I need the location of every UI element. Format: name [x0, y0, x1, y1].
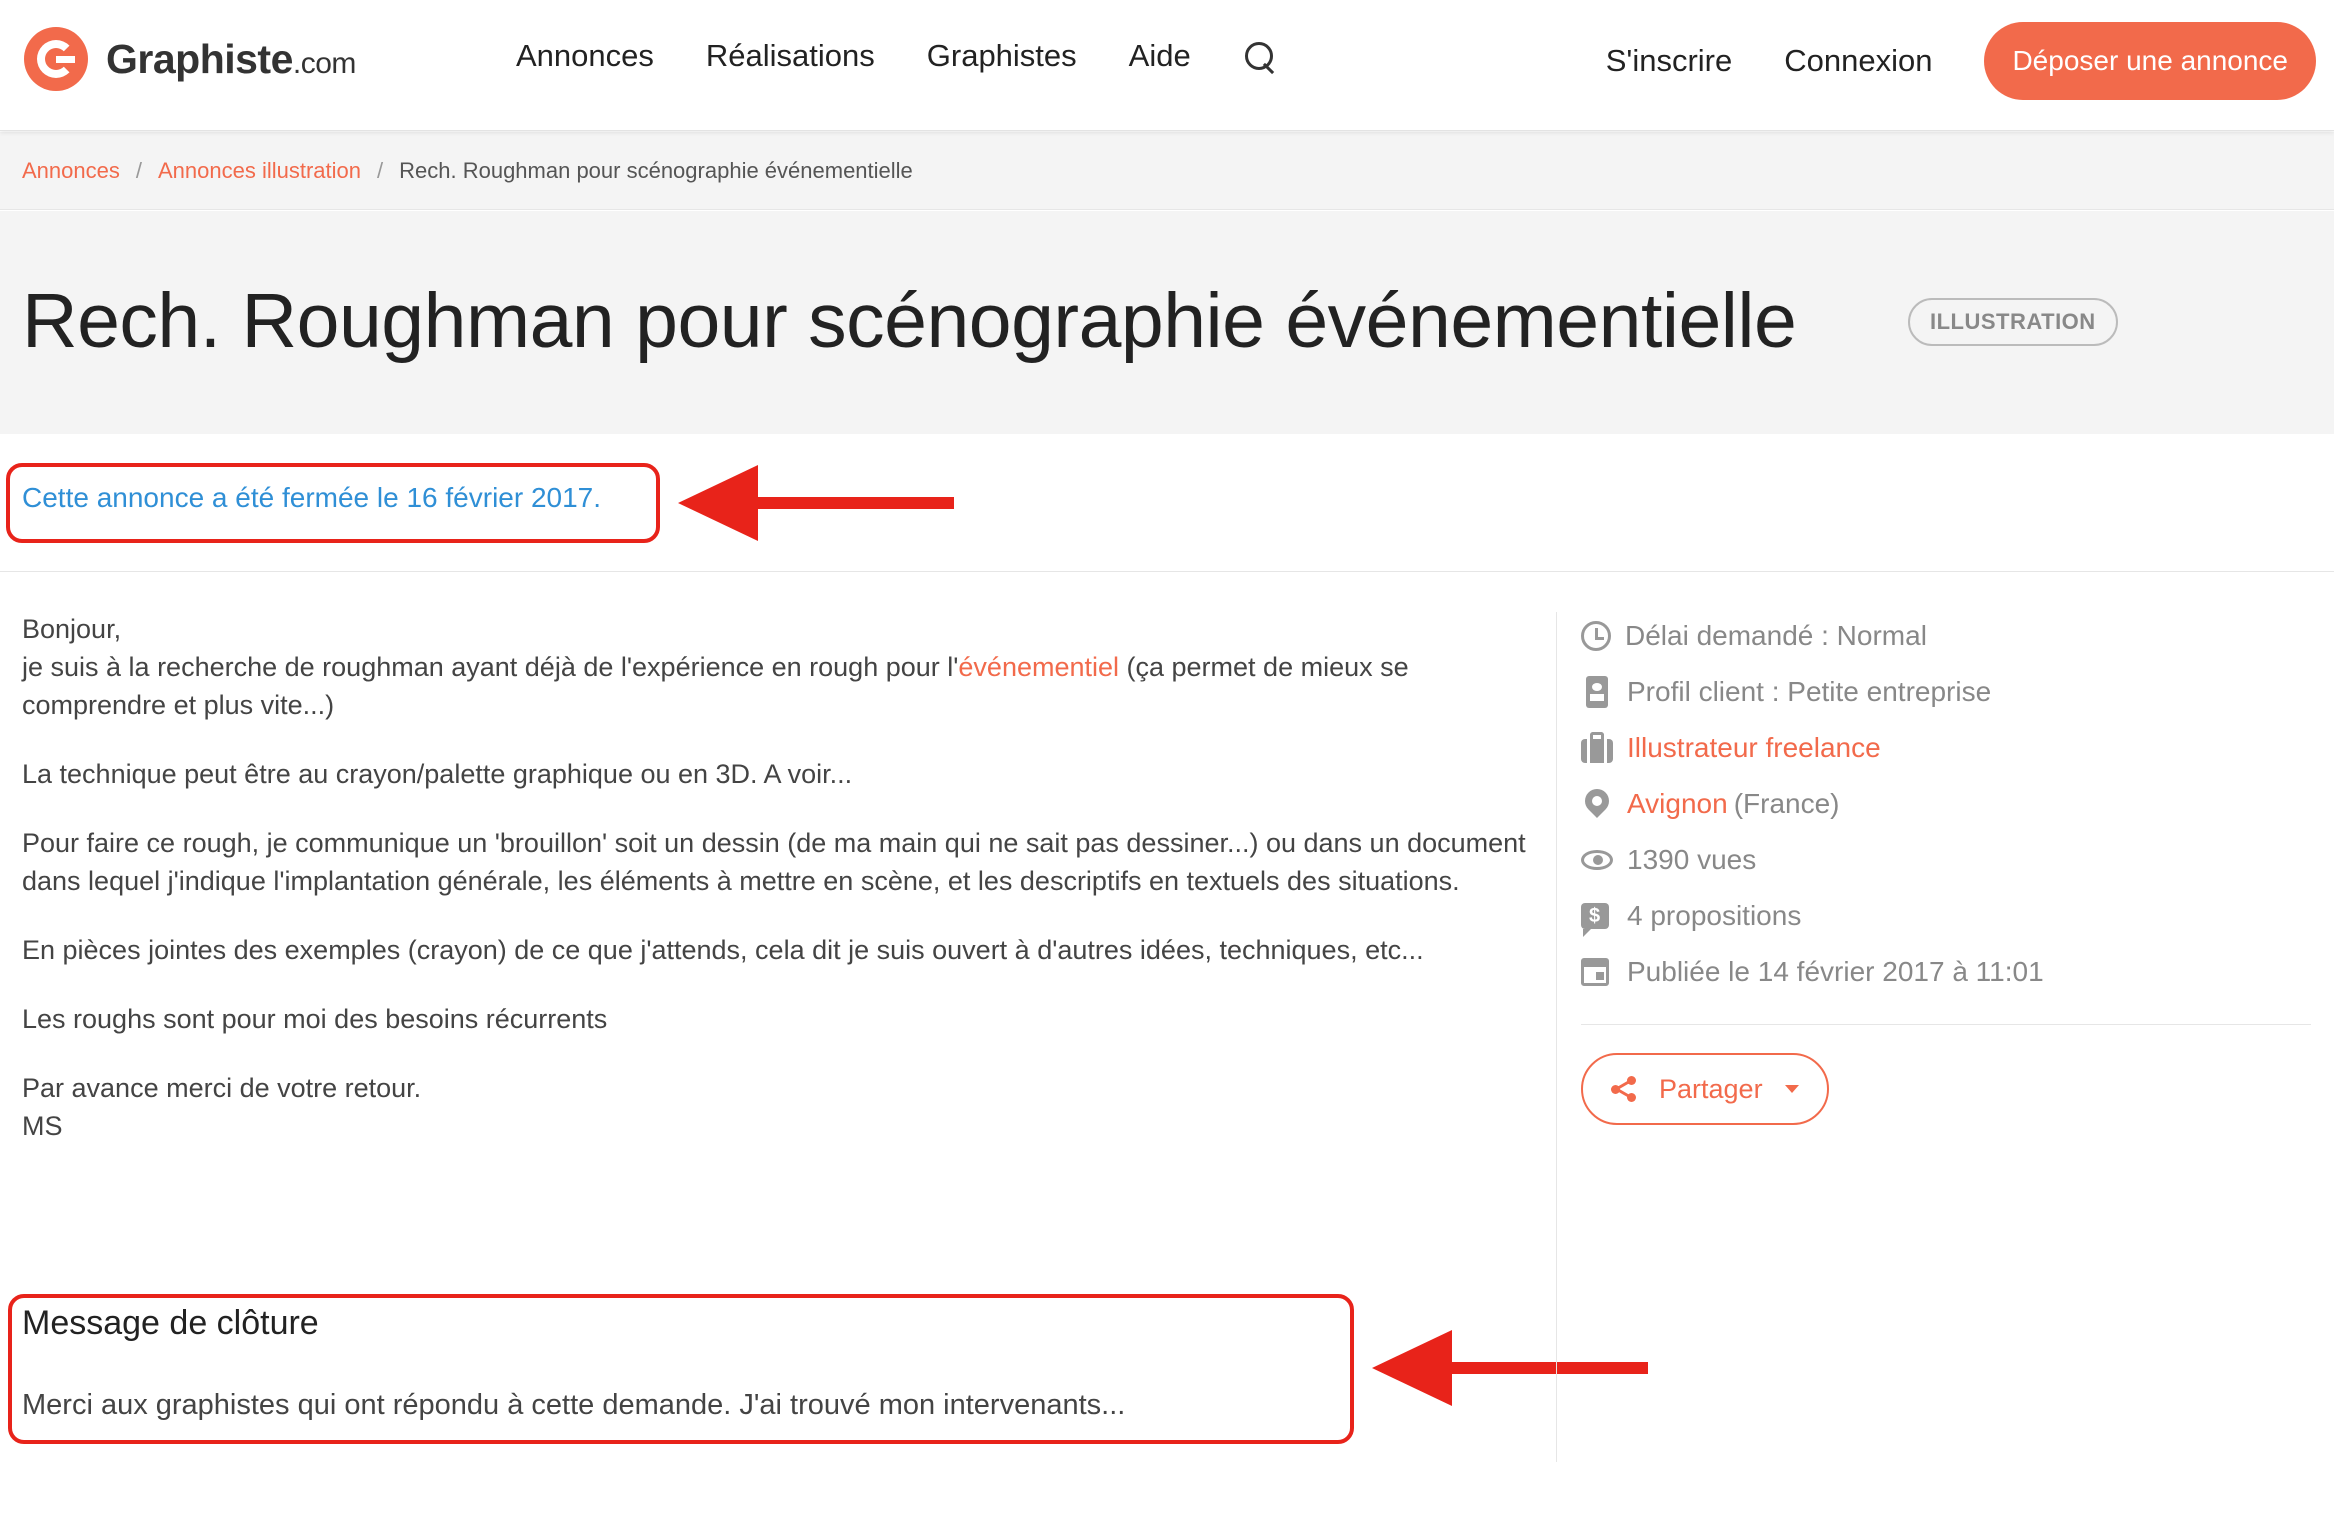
- description-text: je suis à la recherche de roughman ayant déjà de l'expérience en rough pour l': [22, 652, 959, 682]
- category-badge[interactable]: ILLUSTRATION: [1908, 298, 2118, 346]
- evenementiel-link[interactable]: événementiel: [958, 652, 1120, 682]
- meta-views-text: 1390 vues: [1627, 844, 1757, 875]
- meta-published: [1581, 944, 2311, 1000]
- logo-g-icon: [24, 27, 88, 91]
- sidebar-divider-vertical: [1556, 612, 1557, 1462]
- eye-icon: [1581, 850, 1613, 870]
- profession-link[interactable]: Illustrateur freelance: [1627, 732, 1881, 763]
- briefcase-icon: [1581, 739, 1613, 763]
- description-text: (ça permet de mieux se comprendre et plus vite...): [22, 652, 1409, 720]
- meta-proposals-text: 4 propositions: [1627, 900, 1802, 931]
- annotation-box-closed-notice: [6, 463, 660, 543]
- clock-icon: [1581, 621, 1611, 651]
- arrow-head-icon: [1372, 1330, 1452, 1406]
- nav-realisations[interactable]: Réalisations: [705, 38, 875, 73]
- breadcrumb-separator: /: [135, 157, 142, 183]
- caret-down-icon: [1785, 1085, 1799, 1093]
- id-badge-icon: [1586, 676, 1608, 708]
- share-label: Partager: [1659, 1073, 1763, 1104]
- city-link[interactable]: Avignon: [1627, 788, 1728, 819]
- closing-message-text: Merci aux graphistes qui ont répondu à cette demande. J'ai trouvé mon intervenants...: [22, 1389, 1126, 1421]
- annotation-arrow-closed-notice: [678, 465, 954, 541]
- search-icon[interactable]: [1243, 40, 1277, 74]
- description-p4: En pièces jointes des exemples (crayon) de ce que j'attends, cela dit je suis ouvert à d'autres idées, techniques, etc...: [22, 935, 1424, 965]
- closed-notice: Cette annonce a été fermée le 16 février 2017.: [22, 482, 602, 513]
- meta-client-profile: [1581, 664, 2311, 720]
- description-p1: [22, 610, 1542, 724]
- page-title: Rech. Roughman pour scénographie événementielle: [22, 278, 1797, 364]
- nav-graphistes[interactable]: Graphistes: [926, 38, 1077, 73]
- breadcrumb-annonces-illustration[interactable]: Annonces illustration: [157, 157, 361, 183]
- meta-published-text: Publiée le 14 février 2017 à 11:01: [1627, 956, 2044, 987]
- arrow-shaft: [1448, 1362, 1648, 1374]
- main-nav: [516, 38, 1277, 74]
- breadcrumb-annonces[interactable]: Annonces: [22, 157, 120, 183]
- ad-description: [22, 610, 1542, 1176]
- divider: [1581, 1024, 2311, 1025]
- account-nav: [1606, 22, 2316, 100]
- description-text: Par avance merci de votre retour.: [22, 1073, 422, 1103]
- description-p6: [22, 1069, 1542, 1145]
- description-greeting: Bonjour,: [22, 614, 122, 644]
- divider: [0, 571, 2334, 572]
- breadcrumb-current: Rech. Roughman pour scénographie événementielle: [399, 157, 913, 183]
- arrow-shaft: [754, 497, 954, 509]
- meta-proposals: [1581, 888, 2311, 944]
- description-p5: Les roughs sont pour moi des besoins récurrents: [22, 1004, 608, 1034]
- share-icon: [1611, 1076, 1637, 1102]
- site-logo[interactable]: [24, 27, 356, 91]
- logo-text: Graphiste.com: [106, 35, 356, 82]
- site-header: [0, 0, 2334, 131]
- country-text: (France): [1733, 788, 1840, 819]
- description-p3: Pour faire ce rough, je communique un 'brouillon' soit un dessin (de ma main qui ne sait pas dessiner...) ou dans un document dans lequel j'indique l'implantation générale, les éléments à mettre en scène, et les descriptifs en textuels des situations.: [22, 828, 1526, 896]
- description-p2: La technique peut être au crayon/palette graphique ou en 3D. A voir...: [22, 759, 853, 789]
- meta-location: [1581, 776, 2311, 832]
- meta-views: [1581, 832, 2311, 888]
- nav-annonces[interactable]: Annonces: [516, 38, 654, 73]
- description-signature: MS: [22, 1111, 63, 1141]
- signup-link[interactable]: S'inscrire: [1605, 43, 1733, 78]
- title-band: [0, 211, 2334, 434]
- annotation-box-closing-message: [8, 1294, 1354, 1444]
- nav-aide[interactable]: Aide: [1128, 38, 1191, 73]
- proposal-bubble-icon: [1581, 903, 1609, 929]
- meta-delay: [1581, 608, 2311, 664]
- post-ad-button[interactable]: Déposer une annonce: [1984, 22, 2316, 100]
- arrow-head-icon: [678, 465, 758, 541]
- map-pin-icon: [1580, 784, 1614, 818]
- meta-client-profile-text: Profil client : Petite entreprise: [1627, 676, 1992, 707]
- closing-message-title: Message de clôture: [22, 1304, 319, 1342]
- annotation-arrow-closing-message: [1372, 1330, 1648, 1406]
- share-button[interactable]: [1581, 1053, 1829, 1125]
- breadcrumb: [0, 132, 2334, 210]
- calendar-icon: [1581, 958, 1609, 986]
- meta-profession: [1581, 720, 2311, 776]
- login-link[interactable]: Connexion: [1784, 43, 1933, 78]
- breadcrumb-separator: /: [377, 157, 384, 183]
- ad-sidebar: [1581, 608, 2311, 1125]
- meta-delay-text: Délai demandé : Normal: [1625, 620, 1927, 651]
